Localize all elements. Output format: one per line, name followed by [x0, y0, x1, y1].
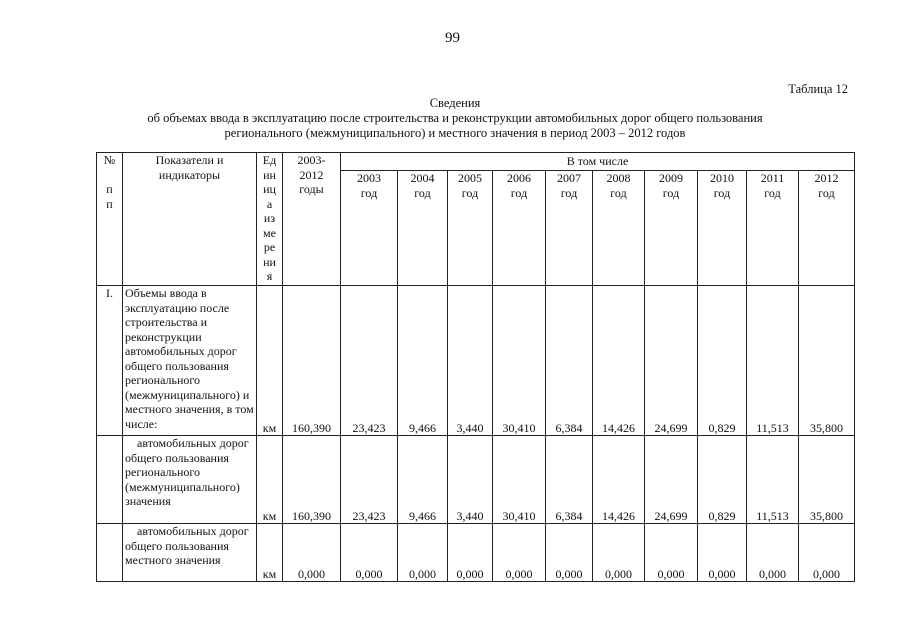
- row-value: 24,699: [645, 436, 698, 524]
- row-name: автомобильных дорог общего пользования местного значения: [123, 524, 257, 582]
- row-value: 0,000: [645, 524, 698, 582]
- row-value: 3,440: [448, 286, 493, 436]
- header-year-2009: 2009 год: [645, 171, 698, 286]
- header-row-1: [97, 153, 855, 171]
- row-value: 0,000: [747, 524, 799, 582]
- header-indicators: Показатели и индикаторы: [123, 153, 257, 286]
- row-total: 160,390: [283, 436, 341, 524]
- row-num: [97, 436, 123, 524]
- table-row: [97, 436, 855, 524]
- row-value: 0,829: [698, 436, 747, 524]
- title-line-2: об объемах ввода в эксплуатацию после строительства и реконструкции автомобильных дорог общего пользования: [147, 111, 763, 125]
- header-year-2007: 2007 год: [546, 171, 593, 286]
- header-year-2005: 2005 год: [448, 171, 493, 286]
- data-table: [96, 152, 855, 582]
- row-num: I.: [97, 286, 123, 436]
- row-value: 30,410: [493, 436, 546, 524]
- row-value: 11,513: [747, 286, 799, 436]
- header-year-2012: 2012 год: [799, 171, 855, 286]
- table-row: [97, 524, 855, 582]
- row-name: Объемы ввода в эксплуатацию после строительства и реконструкции автомобильных дорог общего пользования регионального (межмуниципального) и местного значения, в том числе:: [123, 286, 257, 436]
- row-value: 24,699: [645, 286, 698, 436]
- row-value: 0,829: [698, 286, 747, 436]
- title-line-1: Сведения: [429, 96, 481, 110]
- row-unit: км: [257, 524, 283, 582]
- table-title: [60, 96, 850, 141]
- row-unit: км: [257, 286, 283, 436]
- row-value: 6,384: [546, 286, 593, 436]
- header-year-2003: 2003 год: [341, 171, 398, 286]
- row-total: 160,390: [283, 286, 341, 436]
- title-line-3: регионального (межмуниципального) и местного значения в период 2003 – 2012 годов: [224, 126, 686, 140]
- header-year-2004: 2004 год: [398, 171, 448, 286]
- row-value: 0,000: [341, 524, 398, 582]
- row-value: 0,000: [546, 524, 593, 582]
- row-value: 0,000: [493, 524, 546, 582]
- header-year-2010: 2010 год: [698, 171, 747, 286]
- row-value: 9,466: [398, 286, 448, 436]
- header-including: В том числе: [341, 153, 855, 171]
- row-value: 14,426: [593, 286, 645, 436]
- row-unit: км: [257, 436, 283, 524]
- header-num: № п п: [97, 153, 123, 286]
- row-value: 0,000: [398, 524, 448, 582]
- row-value: 14,426: [593, 436, 645, 524]
- header-year-2006: 2006 год: [493, 171, 546, 286]
- header-total: 2003- 2012 годы: [283, 153, 341, 286]
- row-value: 6,384: [546, 436, 593, 524]
- row-value: 0,000: [448, 524, 493, 582]
- row-value: 35,800: [799, 436, 855, 524]
- row-value: 23,423: [341, 436, 398, 524]
- table-row: [97, 286, 855, 436]
- row-value: 0,000: [799, 524, 855, 582]
- row-num: [97, 524, 123, 582]
- header-year-2011: 2011 год: [747, 171, 799, 286]
- table-label: Таблица 12: [788, 82, 848, 96]
- row-total: 0,000: [283, 524, 341, 582]
- row-value: 35,800: [799, 286, 855, 436]
- row-value: 23,423: [341, 286, 398, 436]
- row-value: 9,466: [398, 436, 448, 524]
- row-value: 11,513: [747, 436, 799, 524]
- row-name: автомобильных дорог общего пользования регионального (межмуниципального) значения: [123, 436, 257, 524]
- row-value: 3,440: [448, 436, 493, 524]
- header-unit: Ед ин иц а из ме ре ни я: [257, 153, 283, 286]
- row-value: 30,410: [493, 286, 546, 436]
- page-number: 99: [445, 30, 460, 46]
- row-value: 0,000: [698, 524, 747, 582]
- header-year-2008: 2008 год: [593, 171, 645, 286]
- row-value: 0,000: [593, 524, 645, 582]
